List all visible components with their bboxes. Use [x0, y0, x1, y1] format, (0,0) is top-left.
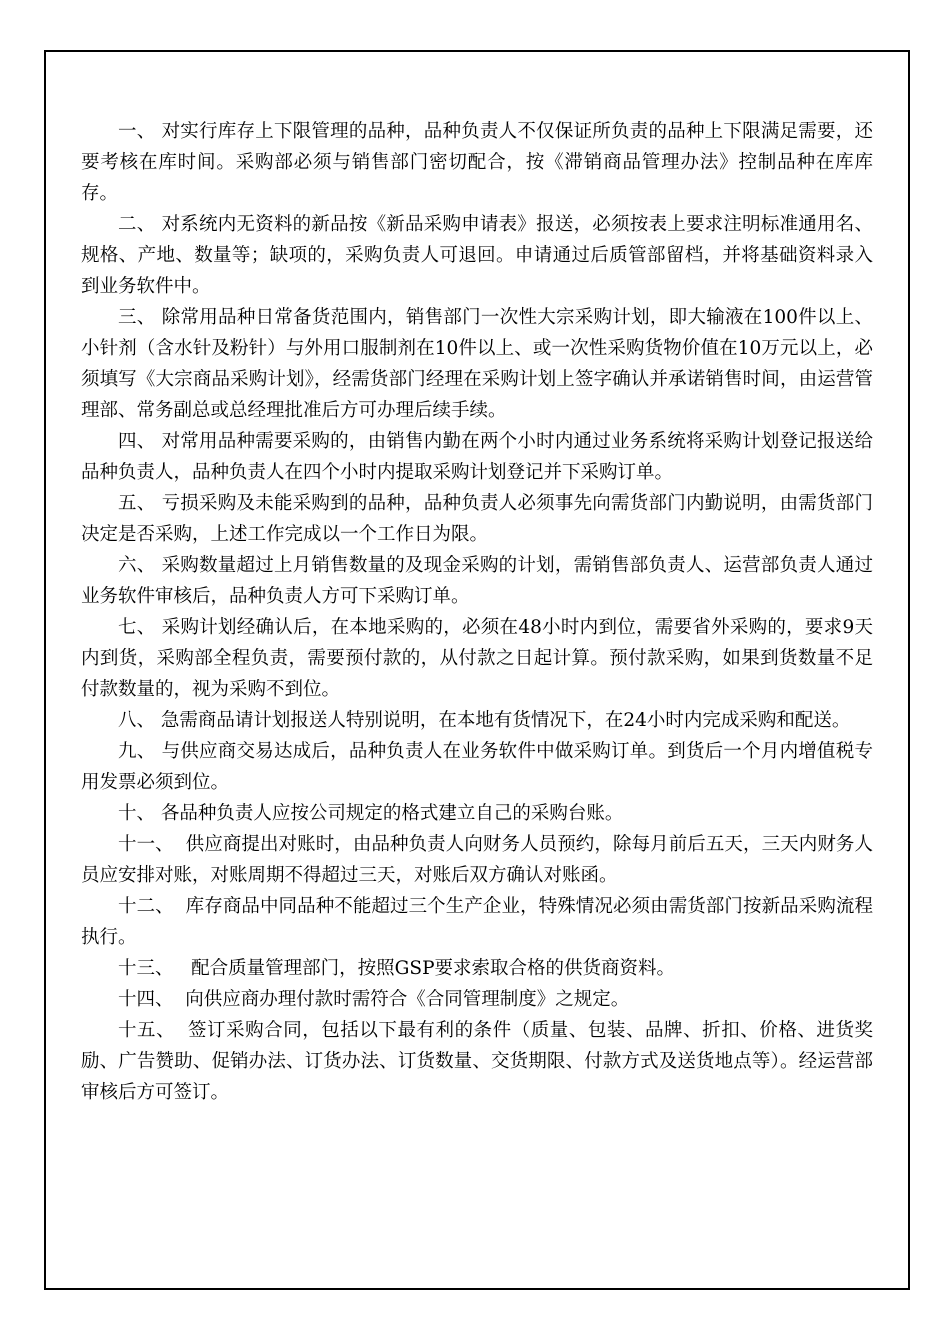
clause-number: 十五、	[118, 1020, 188, 1041]
clause-number: 六、	[118, 555, 162, 576]
clause-text: 急需商品请计划报送人特别说明，在本地有货情况下，在24小时内完成采购和配送。	[160, 710, 851, 731]
clause-number: 三、	[118, 307, 162, 328]
clause-text: 配合质量管理部门，按照GSP要求索取合格的供货商资料。	[191, 958, 676, 979]
clause-8	[81, 705, 873, 736]
clause-text: 对系统内无资料的新品按《新品采购申请表》报送，必须按表上要求注明标准通用名、规格、产地、数量等；缺项的，采购负责人可退回。申请通过后质管部留档，并将基础资料录入到业务软件中。	[81, 214, 873, 297]
clause-text: 对常用品种需要采购的，由销售内勤在两个小时内通过业务系统将采购计划登记报送给品种负责人，品种负责人在四个小时内提取采购计划登记并下采购订单。	[81, 431, 873, 483]
clause-15	[81, 1015, 873, 1108]
clause-number: 十二、	[118, 896, 186, 917]
clause-text: 与供应商交易达成后，品种负责人在业务软件中做采购订单。到货后一个月内增值税专用发票必须到位。	[81, 741, 873, 793]
clause-text: 供应商提出对账时，由品种负责人向财务人员预约，除每月前后五天，三天内财务人员应安排对账，对账周期不得超过三天，对账后双方确认对账函。	[81, 834, 873, 886]
clause-1	[81, 116, 873, 209]
clause-text: 对实行库存上下限管理的品种，品种负责人不仅保证所负责的品种上下限满足需要，还要考核在库时间。采购部必须与销售部门密切配合，按《滞销商品管理办法》控制品种在库库存。	[81, 121, 873, 204]
clause-text: 采购数量超过上月销售数量的及现金采购的计划，需销售部负责人、运营部负责人通过业务软件审核后，品种负责人方可下采购订单。	[81, 555, 873, 607]
clause-text: 采购计划经确认后，在本地采购的，必须在48小时内到位，需要省外采购的，要求9天内到货，采购部全程负责，需要预付款的，从付款之日起计算。预付款采购，如果到货数量不足付款数量的，视为采购不到位。	[81, 617, 873, 700]
clause-4	[81, 426, 873, 488]
clause-5	[81, 488, 873, 550]
clause-12	[81, 891, 873, 953]
clause-13	[81, 953, 873, 984]
clause-14	[81, 984, 873, 1015]
clause-3	[81, 302, 873, 426]
clause-7	[81, 612, 873, 705]
clause-number: 十一、	[118, 834, 186, 855]
clause-text: 亏损采购及未能采购到的品种，品种负责人必须事先向需货部门内勤说明，由需货部门决定是否采购，上述工作完成以一个工作日为限。	[81, 493, 873, 545]
clause-text: 向供应商办理付款时需符合《合同管理制度》之规定。	[185, 989, 630, 1010]
clause-9	[81, 736, 873, 798]
clause-6	[81, 550, 873, 612]
clause-11	[81, 829, 873, 891]
clause-10	[81, 798, 873, 829]
clause-number: 四、	[118, 431, 162, 452]
clause-number: 十、	[118, 803, 161, 824]
clause-number: 八、	[118, 710, 161, 731]
clause-text: 除常用品种日常备货范围内，销售部门一次性大宗采购计划，即大输液在100件以上、小针剂（含水针及粉针）与外用口服制剂在10件以上、或一次性采购货物价值在10万元以上，必须填写《大宗商品采购计划》，经需货部门经理在采购计划上签字确认并承诺销售时间，由运营管理部、常务副总或总经理批准后方可办理后续手续。	[81, 307, 873, 421]
clause-number: 七、	[118, 617, 162, 638]
clause-text: 各品种负责人应按公司规定的格式建立自己的采购台账。	[160, 803, 624, 824]
clause-number: 二、	[118, 214, 162, 235]
clause-number: 十三、	[118, 958, 192, 979]
clause-text: 库存商品中同品种不能超过三个生产企业，特殊情况必须由需货部门按新品采购流程执行。	[81, 896, 873, 948]
document-body	[81, 116, 873, 1108]
clause-number: 一、	[118, 121, 162, 142]
clause-text: 签订采购合同，包括以下最有利的条件（质量、包装、品牌、折扣、价格、进货奖励、广告赞助、促销办法、订货办法、订货数量、交货期限、付款方式及送货地点等）。经运营部审核后方可签订。	[81, 1020, 873, 1103]
clause-2	[81, 209, 873, 302]
clause-number: 十四、	[118, 989, 186, 1010]
clause-number: 五、	[118, 493, 162, 514]
clause-number: 九、	[118, 741, 162, 762]
